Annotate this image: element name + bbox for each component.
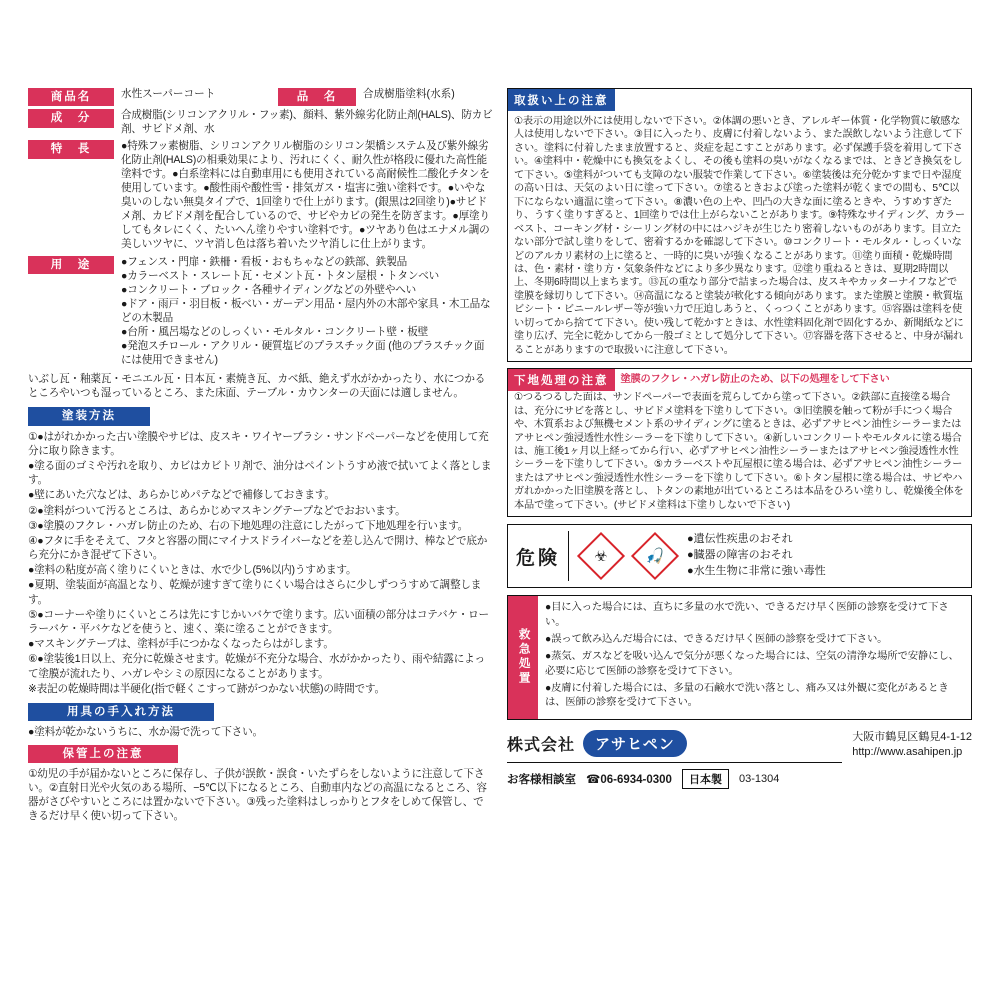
- footer-bottom: [507, 769, 842, 789]
- storage-text: ①幼児の手が届かないところに保存し、子供が誤飲・誤食・いたずらをしないように注意して下さい。②直射日光や火気のある場所、−5℃以下になるところ、自動車内などの高温になるところ、容器がさびやすいところには置かないで下さい。③残った塗料はしっかりとフタをしめて保管し、できるだけ早く使い切って下さい。: [28, 767, 487, 823]
- support-phone: ☎06-6934-0300: [586, 774, 672, 787]
- use-item-4: ●台所・風呂場などのしっくい・モルタル・コンクリート壁・板壁: [121, 325, 428, 338]
- address-line-1: 大阪市鶴見区鶴見4-1-12: [852, 730, 972, 743]
- first-aid-title: 救急処置: [508, 596, 538, 719]
- method-section: [28, 406, 493, 696]
- health-hazard-pictogram: ☣: [579, 534, 623, 578]
- first-aid-item-3: ●皮膚に付着した場合には、多量の石鹸水で洗い落とし、痛み又は外観に変化があるときは、医師の診察を受けて下さい。: [545, 683, 949, 709]
- product-header-row: [28, 88, 493, 106]
- features-label: 特 長: [28, 140, 114, 158]
- product-name-value: 水性スーパーコート: [121, 88, 216, 100]
- footer: [507, 730, 972, 789]
- prep-box: [507, 368, 972, 517]
- first-aid-item-0: ●目に入った場合には、直ちに多量の水で洗い、できるだけ早く医師の診察を受けて下さい。: [545, 602, 949, 628]
- hazard-statement-2: ●水生生物に非常に強い毒性: [687, 565, 826, 578]
- use-item-0: ●フェンス・門扉・鉄柵・看板・おもちゃなどの鉄部、鉄製品: [121, 256, 407, 269]
- method-items: [28, 430, 493, 696]
- two-column-layout: [28, 88, 972, 824]
- use-item-2: ●コンクリート・ブロック・各種サイディングなどの外壁やへい: [121, 284, 416, 296]
- method-item-0: ①●はがれかかった古い塗膜やサビは、皮スキ・ワイヤーブラシ・サンドペーパーなどを使用して充分に取り除きます。: [28, 430, 489, 457]
- use-note: いぶし瓦・釉薬瓦・モニエル瓦・日本瓦・素焼き瓦、カベ紙、絶えず水がかかったり、水につかるところやいつも湿っているところ、また床面、テーブル・カウンターの天面には適しません。: [28, 372, 486, 399]
- company-address: [852, 730, 972, 761]
- features-value: ●特殊フッ素樹脂、シリコンアクリル樹脂のシリコン架橋システム及び紫外線劣化防止剤(HALS)の相乗効果により、汚れにくく、耐久性が格段に優れた高性能塗料です。●白系塗料には自動車用にも使用されている高耐候性二酸化チタンを使用しています。●酸性雨や酸性雪・排気ガス・塩害に強い塗料です。●いやな臭いのしない無臭タイプで、1回塗りで仕上がります。(銀黒は2回塗り)●サビドメ剤、カビドメ剤を配合しているので、サビやカビの発生を防ぎます。●厚塗りしてもタレにくく、たいへん塗りやすい塗料です。●ツヤあり色はエナメル調の美しいツヤに、ツヤ消し色は落ち着いたツヤ消しに仕上がります。: [121, 140, 490, 251]
- handling-text: ①表示の用途以外には使用しないで下さい。②体調の悪いとき、アレルギー体質・化学物質に敏感な人は使用しないで下さい。③目に入ったり、皮膚に付着しないよう、また誤飲しないよう注意して下さい。塗料に付着したまま放置すると、炎症を起こすことがあります。必ず保護手袋を着用して下さい。④塗料中・乾燥中にも換気をよくし、その後も塗料の臭いがなくなるまでは、ときどき換気をして下さい。⑤塗料がついても支障のない服装で作業して下さい。⑥塗装後は充分乾かすまで日や湿度の高い日は、天気のよい日に塗って下さい。⑦塗るときおよび塗った塗料が乾くまでの間も、5℃以下にならない適温に塗って下さい。⑧濃い色の上や、凹凸の大きな面に塗るときや、うすめすぎたり、うすく塗りすぎると、1回塗りでは仕上がらないことがあります。⑨特殊なサイディング、カラーベスト、コーキング材・シーリング材の中にはハジキが生じたり密着しないものがあります。目立たない部分で試し塗りをして、密着するかを確認して下さい。⑩コンクリート・モルタル・しっくいなどのアルカリ素材の上に塗ると、一時的に臭いが強くなることがあります。⑪塗り面積・乾燥時間は、色・素材・塗り方・気象条件などにより多少異なります。⑫塗り重ねるときは、夏期2時間以上、冬期6時間以上まちます。⑬瓦の重なり部分で詰まった場合は、皮スキやカッターナイフなどで塗膜を縁切りして下さい。⑭高温になると塗装が軟化する傾向があります。また塗膜と塗膜・軟質塩ビシート・ビニールレザー等が強い力で圧迫しあうと、くっつくことがあります。⑮容器は塗料を使い切ってから捨てて下さい。使い残して乾かすときは、水性塗料固化剤で固化するか、新聞紙などに塗り広げ、完全に乾かしてから一般ゴミとして処分して下さい。⑰容器を落下させると、中身が漏れることがありますので取扱いに注意して下さい。: [514, 116, 965, 356]
- handling-box: [507, 88, 972, 362]
- method-item-4: ③●塗膜のフクレ・ハガレ防止のため、右の下地処理の注意にしたがって下地処理を行います。: [28, 519, 469, 532]
- prep-head: [508, 369, 971, 391]
- lot-code: 03-1304: [738, 773, 780, 786]
- hazard-signal-word: 危険: [516, 531, 569, 581]
- product-kind-label: 品 名: [278, 88, 356, 106]
- method-item-9: ●マスキングテープは、塗料が手につかなくなったらはがします。: [28, 638, 334, 651]
- right-column: [507, 88, 972, 789]
- tool-care-section: [28, 702, 493, 740]
- tool-care-label: 用具の手入れ方法: [28, 703, 214, 721]
- method-item-1: ●塗る面のゴミや汚れを取り、カビはカビトリ剤で、油分はペイントうすめ液で拭いてよく落とします。: [28, 459, 492, 487]
- product-name-label: 商品名: [28, 88, 114, 106]
- tool-care-text: ●塗料が乾かないうちに、水か湯で洗って下さい。: [28, 726, 263, 739]
- use-item-1: ●カラーベスト・スレート瓦・セメント瓦・トタン屋根・トタンべい: [121, 270, 440, 283]
- method-item-10: ⑥●塗装後1日以上、充分に乾燥させます。乾燥が不充分な場合、水がかかったり、雨や結露によって塗膜が流れたり、ハガレやシミの原因になることがあります。: [28, 653, 485, 680]
- prep-lead: 塗膜のフクレ・ハガレ防止のため、以下の処理をして下さい: [620, 374, 890, 386]
- ingredients-row: [28, 109, 493, 137]
- prep-title: 下地処理の注意: [508, 369, 615, 391]
- hazard-statements: [687, 532, 826, 580]
- method-item-5: ④●フタに手をそえて、フタと容器の間にマイナスドライバーなどを差し込んで開け、棒などで底から充分にかき混ぜて下さい。: [28, 534, 488, 562]
- support-label: お客様相談室: [507, 774, 576, 787]
- storage-section: [28, 744, 493, 824]
- first-aid-item-1: ●誤って飲み込んだ場合には、できるだけ早く医師の診察を受けて下さい。: [545, 633, 888, 645]
- made-in-badge: 日本製: [682, 769, 729, 789]
- features-row: [28, 140, 493, 252]
- prep-text: ①つるつるした面は、サンドペーパーで表面を荒らしてから塗って下さい。②鉄部に直接塗る場合は、充分にサビを落とし、サビドメ塗料を下塗りして下さい。③旧塗膜を触って粉が手につく場合や、木質系および無機セメント系のサイディングに塗るときは、必ずアサヒペン油性シーラーまたはアサヒペン強浸透性水性シーラーを下塗りして下さい。④新しいコンクリートやモルタルに塗る場合は、施工後1ヶ月以上経ってから行い、必ずアサヒペン油性シーラーまたはアサヒペン強浸透性水性シーラーを下塗りして下さい。⑤カラーベストや瓦屋根に塗る場合は、必ずアサヒペン油性シーラーまたはアサヒペン強浸透性水性シーラーを下塗りして下さい。⑥トタン屋根に塗る場合は、サビやハガれかかった旧塗膜を落とし、トタンの素地が出ているところは本品をひろい塗りし、乾燥後全体を本品で塗って下さい。(サビドメ塗料は下塗りしないで下さい): [514, 392, 964, 511]
- method-item-7: ●夏期、塗装面が高温となり、乾燥が速すぎて塗りにくい場合はさらに少しずつうすめて調整します。: [28, 579, 482, 606]
- method-label: 塗装方法: [28, 407, 150, 425]
- left-column: [28, 88, 493, 824]
- first-aid-items: [538, 596, 971, 719]
- first-aid-box: [507, 595, 972, 720]
- method-item-8: ⑤●コーナーや塗りにくいところは先にすじかいバケで塗ります。広い面積の部分はコテバケ・ローラーバケ・平バケなどを使うと、速く、楽に塗ることができます。: [28, 608, 489, 635]
- ingredients-value: 合成樹脂(シリコンアクリル・フッ素)、顔料、紫外線劣化防止剤(HALS)、防カビ剤、サビドメ剤、水: [121, 109, 493, 136]
- use-items: [121, 256, 493, 368]
- handling-title: 取扱い上の注意: [508, 89, 615, 111]
- company-name: 株式会社: [507, 736, 576, 754]
- ingredients-label: 成 分: [28, 109, 114, 127]
- use-label: 用 途: [28, 256, 114, 274]
- method-item-3: ②●塗料がついて汚るところは、あらかじめマスキングテープなどでおおいます。: [28, 504, 406, 517]
- hazard-statement-1: ●臓器の障害のおそれ: [687, 549, 793, 562]
- brand-line: [507, 730, 842, 757]
- product-name-group: [28, 88, 278, 106]
- hazard-statement-0: ●遺伝性疾患のおそれ: [687, 533, 793, 546]
- product-kind-value: 合成樹脂塗料(水系): [363, 88, 455, 100]
- hazard-box: [507, 524, 972, 588]
- first-aid-item-2: ●蒸気、ガスなどを吸い込んで気分が悪くなった場合には、空気の清浄な場所で安静にし、必要に応じて医師の診察を受けて下さい。: [545, 651, 959, 677]
- address-line-2: http://www.asahipen.jp: [852, 746, 963, 759]
- use-item-5: ●発泡スチロール・アクリル・硬質塩ビのプラスチック面 (他のプラスチック面には使用できません): [121, 339, 485, 366]
- storage-label: 保管上の注意: [28, 745, 178, 763]
- asahipen-logo: アサヒペン: [583, 730, 687, 757]
- footer-divider: [507, 762, 842, 763]
- product-kind-group: [278, 88, 493, 106]
- method-item-11: ※表記の乾燥時間は半硬化(指で軽くこすって跡がつかない状態)の時間です。: [28, 682, 385, 695]
- environment-hazard-pictogram: 🎣: [633, 534, 677, 578]
- method-item-6: ●塗料の粘度が高く塗りにくいときは、水で少し(5%以内)うすめます。: [28, 564, 357, 577]
- handling-head: [508, 89, 971, 111]
- use-item-3: ●ドア・雨戸・羽目板・板べい・ガーデン用品・屋内外の木部や家具・木工品などの木製品: [121, 297, 491, 324]
- use-row: [28, 256, 493, 368]
- method-item-2: ●壁にあいた穴などは、あらかじめパテなどで補修しておきます。: [28, 489, 335, 502]
